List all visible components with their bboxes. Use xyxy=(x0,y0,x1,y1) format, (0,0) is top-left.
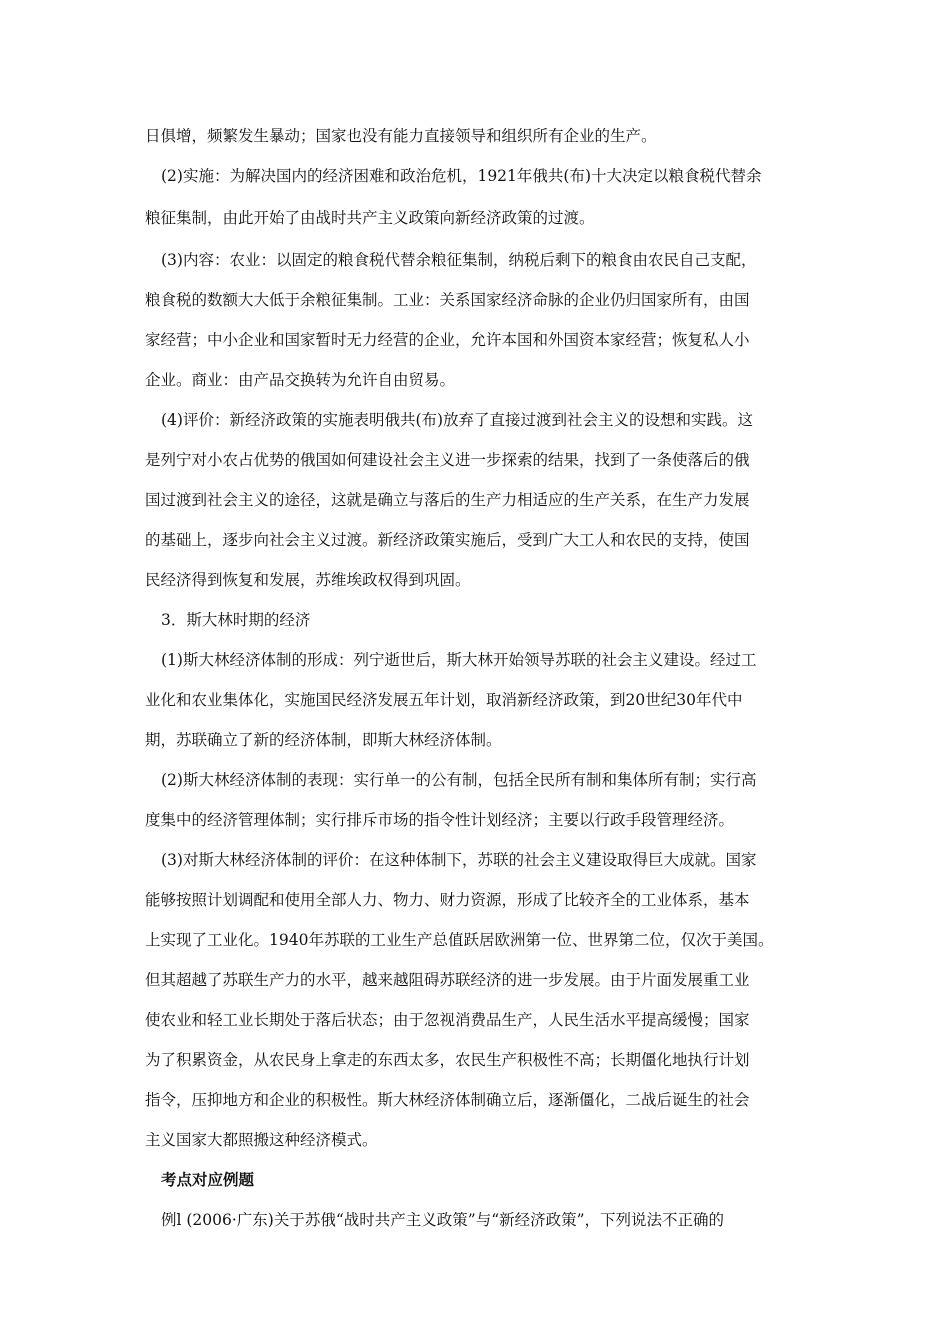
paragraph-line: 的基础上，逐步向社会主义过渡。新经济政策实施后，受到广大工人和农民的支持，使国 xyxy=(145,531,750,549)
paragraph-line: 为了积累资金，从农民身上拿走的东西太多，农民生产积极性不高；长期僵化地执行计划 xyxy=(145,1051,750,1069)
paragraph-line: 民经济得到恢复和发展，苏维埃政权得到巩固。 xyxy=(145,571,471,589)
paragraph-line: 但其超越了苏联生产力的水平，越来越阻碍苏联经济的进一步发展。由于片面发展重工业 xyxy=(145,971,750,989)
paragraph-line: 企业。商业：由产品交换转为允许自由贸易。 xyxy=(145,371,456,389)
paragraph-line: 上实现了工业化。1940年苏联的工业生产总值跃居欧洲第一位、世界第二位，仅次于美国。 xyxy=(145,931,774,949)
paragraph-line: 使农业和轻工业长期处于落后状态；由于忽视消费品生产，人民生活水平提高缓慢；国家 xyxy=(145,1011,750,1029)
document-body xyxy=(145,116,810,1240)
paragraph-line: (4)评价：新经济政策的实施表明俄共(布)放弃了直接过渡到社会主义的设想和实践。这 xyxy=(161,411,754,429)
paragraph-line: 国过渡到社会主义的途径，这就是确立与落后的生产力相适应的生产关系，在生产力发展 xyxy=(145,491,750,509)
paragraph-line: (3)内容：农业：以固定的粮食税代替余粮征集制，纳税后剩下的粮食由农民自己支配， xyxy=(161,251,757,269)
paragraph-line: 业化和农业集体化，实施国民经济发展五年计划，取消新经济政策，到20世纪30年代中 xyxy=(145,691,743,709)
paragraph-line: 期，苏联确立了新的经济体制，即斯大林经济体制。 xyxy=(145,731,502,749)
example-question: 例l (2006·广东)关于苏俄“战时共产主义政策”与“新经济政策”，下列说法不正确的 xyxy=(161,1211,725,1229)
section-heading: 3．斯大林时期的经济 xyxy=(161,611,311,629)
paragraph-line: 指令，压抑地方和企业的积极性。斯大林经济体制确立后，逐渐僵化，二战后诞生的社会 xyxy=(145,1091,750,1109)
paragraph-line: 粮食税的数额大大低于余粮征集制。工业：关系国家经济命脉的企业仍归国家所有，由国 xyxy=(145,291,750,309)
paragraph-line: (2)斯大林经济体制的表现：实行单一的公有制，包括全民所有制和集体所有制；实行高 xyxy=(161,771,757,789)
paragraph-line: 家经营；中小企业和国家暂时无力经营的企业，允许本国和外国资本家经营；恢复私人小 xyxy=(145,331,750,349)
example-heading: 考点对应例题 xyxy=(161,1170,255,1189)
paragraph-line: 主义国家大都照搬这种经济模式。 xyxy=(145,1131,378,1149)
paragraph-line: 粮征集制，由此开始了由战时共产主义政策向新经济政策的过渡。 xyxy=(145,209,595,227)
paragraph-line: 日俱增，频繁发生暴动；国家也没有能力直接领导和组织所有企业的生产。 xyxy=(145,127,657,145)
paragraph-line: 度集中的经济管理体制；实行排斥市场的指令性计划经济；主要以行政手段管理经济。 xyxy=(145,811,735,829)
paragraph-line: (3)对斯大林经济体制的评价：在这种体制下，苏联的社会主义建设取得巨大成就。国家 xyxy=(161,851,757,869)
paragraph-line: (2)实施：为解决国内的经济困难和政治危机，1921年俄共(布)十大决定以粮食税代替余 xyxy=(161,167,762,185)
paragraph-line: (1)斯大林经济体制的形成：列宁逝世后，斯大林开始领导苏联的社会主义建设。经过工 xyxy=(161,651,757,669)
paragraph-line: 能够按照计划调配和使用全部人力、物力、财力资源，形成了比较齐全的工业体系，基本 xyxy=(145,891,750,909)
paragraph-line: 是列宁对小农占优势的俄国如何建设社会主义进一步探索的结果，找到了一条使落后的俄 xyxy=(145,451,750,469)
